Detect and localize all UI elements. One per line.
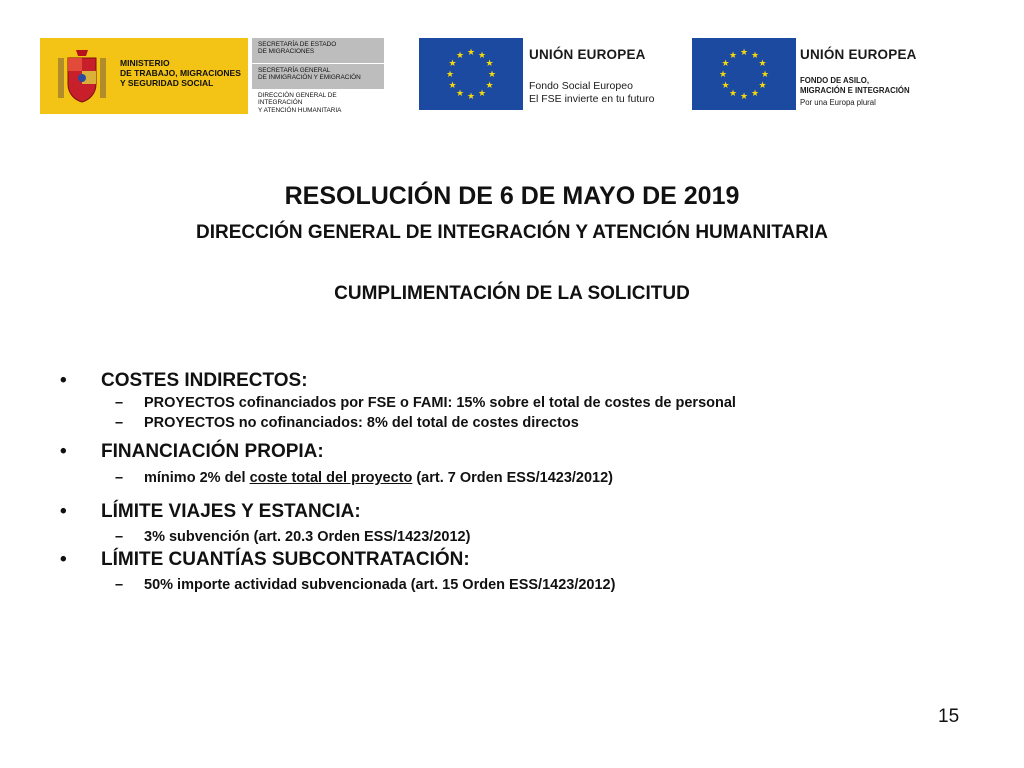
secretariat-line-1: SECRETARÍA DE ESTADO DE MIGRACIONES (252, 38, 384, 64)
underlined-term: coste total del proyecto (249, 470, 413, 486)
svg-text:★: ★ (721, 59, 730, 69)
bullet-marker: • (60, 370, 67, 391)
svg-text:★: ★ (750, 51, 760, 61)
sub-item-text-pre: mínimo 2% del (144, 470, 250, 486)
svg-text:★: ★ (728, 51, 738, 61)
list-item-label: COSTES INDIRECTOS: (101, 370, 308, 391)
list-item-limite-subcontratacion (60, 547, 960, 572)
eu-fse-logo (419, 38, 669, 110)
eu-flag-icon (419, 38, 523, 110)
page-number: 15 (938, 706, 960, 727)
section-heading: CUMPLIMENTACIÓN DE LA SOLICITUD (334, 283, 690, 304)
svg-text:★: ★ (739, 48, 749, 58)
svg-text:★: ★ (739, 92, 749, 102)
sub-item (60, 468, 960, 488)
svg-text:★: ★ (487, 70, 497, 80)
sub-item-text: 50% importe actividad subvencionada (art. 15 Orden ESS/1423/2012) (144, 577, 616, 593)
eu-fse-title: UNIÓN EUROPEA (529, 47, 646, 62)
svg-text:★: ★ (728, 89, 738, 99)
eu-fami-title: UNIÓN EUROPEA (800, 47, 917, 62)
list-item-financiacion-propia (60, 439, 960, 464)
svg-text:★: ★ (448, 59, 457, 69)
eu-flag-icon (692, 38, 796, 110)
eu-fami-tagline: Por una Europa plural (800, 98, 876, 107)
svg-text:★: ★ (485, 59, 494, 69)
document-subtitle: DIRECCIÓN GENERAL DE INTEGRACIÓN Y ATENCIÓN HUMANITARIA (196, 222, 828, 243)
document-title: RESOLUCIÓN DE 6 DE MAYO DE 2019 (284, 182, 740, 210)
svg-text:★: ★ (477, 89, 487, 99)
list-item-label: FINANCIACIÓN PROPIA: (101, 441, 324, 462)
bullet-marker: • (60, 501, 67, 522)
svg-text:★: ★ (758, 81, 767, 91)
dash-marker: – (115, 529, 124, 545)
eu-fami-subtitle: FONDO DE ASILO, MIGRACIÓN E INTEGRACIÓN (800, 76, 910, 95)
dash-marker: – (115, 577, 124, 593)
svg-text:★: ★ (445, 70, 455, 80)
eu-fami-logo (692, 38, 937, 110)
svg-text:★: ★ (721, 81, 730, 91)
secretariat-line-3: DIRECCIÓN GENERAL DE INTEGRACIÓN Y ATENCIÓN HUMANITARIA (258, 92, 342, 114)
svg-text:★: ★ (718, 70, 728, 80)
sub-item-text: PROYECTOS cofinanciados por FSE o FAMI: 15% sobre el total de costes de personal (144, 395, 736, 411)
bullet-marker: • (60, 549, 67, 570)
svg-text:★: ★ (466, 48, 476, 58)
dash-marker: – (115, 470, 124, 486)
svg-text:★: ★ (466, 92, 476, 102)
svg-text:★: ★ (455, 51, 465, 61)
eu-fse-subtitle: Fondo Social Europeo El FSE invierte en tu futuro (529, 80, 655, 105)
svg-text:★: ★ (485, 81, 494, 91)
dash-marker: – (115, 415, 124, 431)
list-item-costes-indirectos (60, 368, 960, 393)
svg-text:★: ★ (760, 70, 770, 80)
sub-item-text: 3% subvención (art. 20.3 Orden ESS/1423/2012) (144, 529, 471, 545)
svg-text:★: ★ (477, 51, 487, 61)
svg-text:★: ★ (750, 89, 760, 99)
secretariat-line-2: SECRETARÍA GENERAL DE INMIGRACIÓN Y EMIGRACIÓN (252, 64, 384, 89)
sub-item-text: PROYECTOS no cofinanciados: 8% del total de costes directos (144, 415, 579, 431)
sub-item (60, 575, 960, 595)
svg-text:★: ★ (448, 81, 457, 91)
coat-of-arms-icon (54, 44, 110, 108)
ministry-name: MINISTERIO DE TRABAJO, MIGRACIONES Y SEGURIDAD SOCIAL (120, 58, 241, 88)
sub-item (60, 413, 960, 433)
dash-marker: – (115, 395, 124, 411)
sub-item (60, 393, 960, 413)
ministry-logo (40, 38, 248, 114)
bullet-marker: • (60, 441, 67, 462)
sub-item-text-post: (art. 7 Orden ESS/1423/2012) (412, 470, 614, 486)
list-item-label: LÍMITE CUANTÍAS SUBCONTRATACIÓN: (101, 549, 470, 570)
svg-text:★: ★ (455, 89, 465, 99)
svg-text:★: ★ (758, 59, 767, 69)
list-item-limite-viajes (60, 499, 960, 524)
sub-item (60, 527, 960, 547)
secretariat-block (252, 38, 384, 114)
list-item-label: LÍMITE VIAJES Y ESTANCIA: (101, 501, 361, 522)
requirements-list (60, 368, 960, 595)
